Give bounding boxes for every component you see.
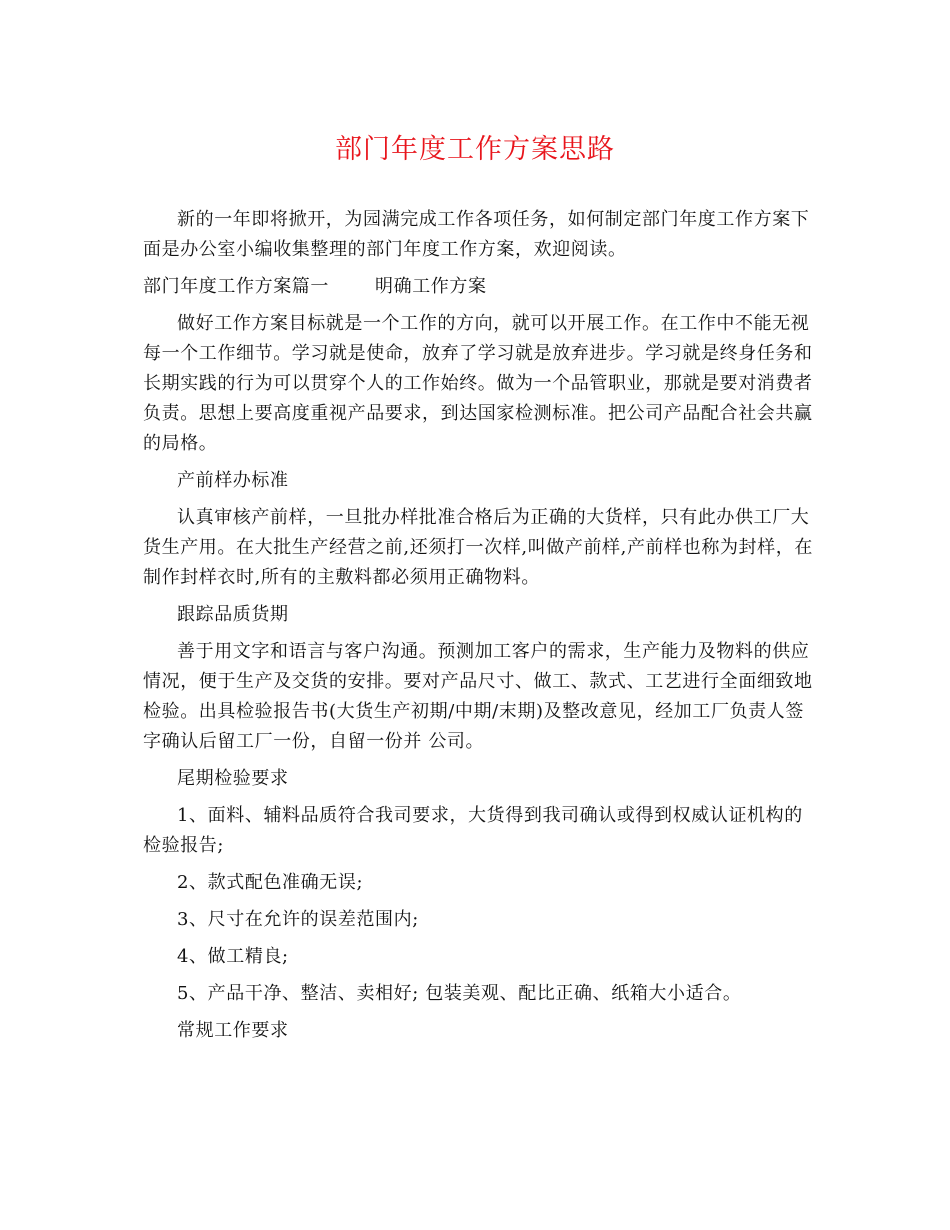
paragraph-quality-schedule: 善于用文字和语言与客户沟通。预测加工客户的需求，生产能力及物料的供应情况，便于生产及交货的安排。要对产品尺寸、做工、款式、工艺进行全面细致地检验。出具检验报告书(大货生产初期/中期/末期)及整改意见，经加工厂负责人签字确认后留工厂一份，自留一份并 公司。	[143, 641, 813, 752]
section-heading-part-one	[143, 272, 815, 302]
list-item-1: 1、面料、辅料品质符合我司要求，大货得到我司确认或得到权威认证机构的检验报告;	[143, 805, 803, 856]
list-item-3: 3、尺寸在允许的误差范围内;	[177, 909, 419, 930]
list-item-4: 4、做工精良;	[177, 946, 289, 967]
list-item-2: 2、款式配色准确无误;	[177, 872, 364, 893]
section-heading-label: 部门年度工作方案篇一	[143, 276, 329, 297]
paragraph-intro: 新的一年即将掀开，为园满完成工作各项任务，如何制定部门年度工作方案下面是办公室小编收集整理的部门年度工作方案，欢迎阅读。	[143, 209, 810, 260]
paragraph-work-goal: 做好工作方案目标就是一个工作的方向，就可以开展工作。在工作中不能无视每一个工作细节。学习就是使命，放弃了学习就是放弃进步。学习就是终身任务和长期实践的行为可以贯穿个人的工作始终。做为一个品管职业，那就是要对消费者负责。思想上要高度重视产品要求，到达国家检测标准。把公司产品配合社会共赢的局格。	[143, 313, 813, 454]
subheading-quality-schedule: 跟踪品质货期	[177, 604, 289, 625]
subheading-final-inspection: 尾期检验要求	[177, 768, 289, 789]
document-title: 部门年度工作方案思路	[335, 134, 615, 165]
section-heading-subtitle: 明确工作方案	[375, 276, 487, 297]
subheading-routine-work: 常规工作要求	[177, 1020, 289, 1041]
subheading-preproduction-sample: 产前样办标准	[177, 470, 289, 491]
list-item-5: 5、产品干净、整洁、卖相好; 包装美观、配比正确、纸箱大小适合。	[177, 983, 742, 1004]
paragraph-preproduction-sample: 认真审核产前样，一旦批办样批准合格后为正确的大货样，只有此办供工厂大货生产用。在大批生产经营之前,还须打一次样,叫做产前样,产前样也称为封样，在制作封样衣时,所有的主敷料都必须用正确物料。	[143, 507, 813, 588]
document-body	[143, 205, 815, 1053]
